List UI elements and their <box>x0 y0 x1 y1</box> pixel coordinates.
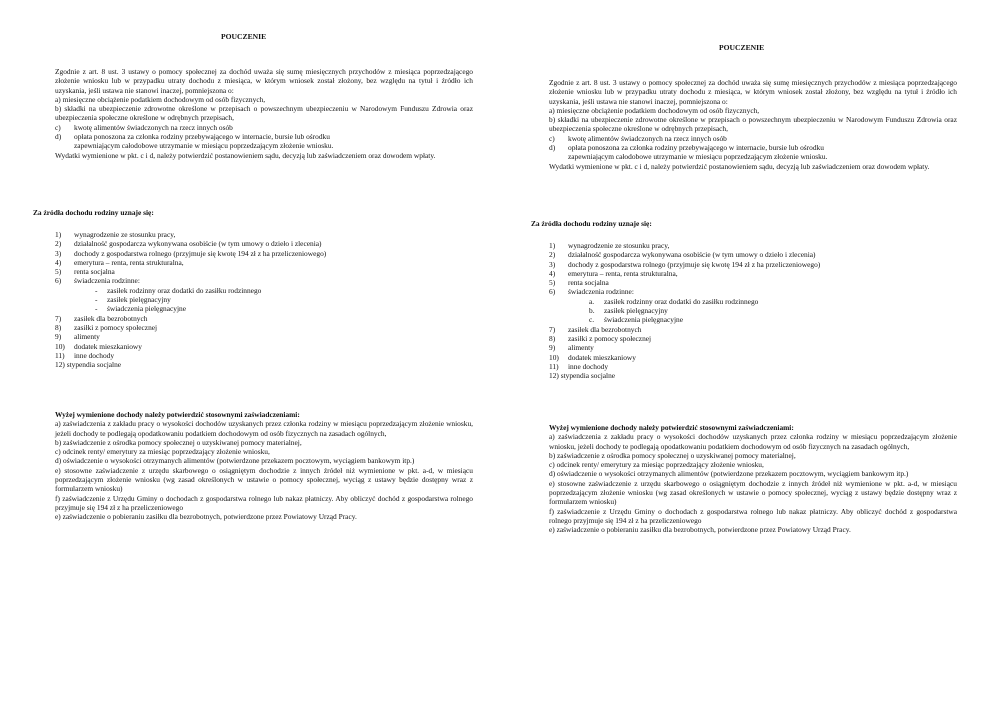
sub-list-item: c. świadczenia pielęgnacyjne <box>589 315 683 325</box>
intro-item-b: b) składki na ubezpieczenie zdrowotne określone w przepisach o powszechnym ubezpieczeniu w Narodowym Funduszu Zdrowia oraz ubezpieczenia społeczne określone w odrębnych przepisach, <box>55 104 473 123</box>
list-item: 2) działalność gospodarcza wykonywana osobiście (w tym umowy o dzieło i zlecenia) <box>55 239 322 249</box>
certificate-item-e: e) stosowne zaświadczenie z urzędu skarbowego o osiągniętym dochodzie z innych źródeł niż wymienione w pkt. a-d, w miesiącu poprzedzającym złożenie wniosku (wg zasad określonych w ustawie o pomocy społecznej, wyciąg z ustawy będzie dostępny wraz z formularzem wniosku) <box>549 478 957 507</box>
sources-list <box>55 230 473 369</box>
certificate-item-b: b) zaświadczenie z ośrodka pomocy społecznej o uzyskiwanej pomocy materialnej, <box>549 450 796 460</box>
list-item: 3) dochody z gospodarstwa rolnego (przyjmuje się kwotę 194 zł z ha przeliczeniowego) <box>55 248 327 258</box>
certificates-section <box>549 423 957 535</box>
certificate-item-e2: e) zaświadczenie o pobieraniu zasiłku dla bezrobotnych, potwierdzone przez Powiatowy Urząd Pracy. <box>549 525 851 535</box>
certificate-item-d: d) oświadczenie o wysokości otrzymanych alimentów (potwierdzone przekazem pocztowym, wyciągiem bankowym itp.) <box>549 469 909 479</box>
list-item: 8) zasiłki z pomocy społecznej <box>55 322 158 332</box>
intro-item-b: b) składki na ubezpieczenie zdrowotne określone w przepisach o powszechnym ubezpieczeniu w Narodowym Funduszu Zdrowia oraz ubezpieczenia społeczne określone w odrębnych przepisach, <box>549 115 957 134</box>
list-item: 3) dochody z gospodarstwa rolnego (przyjmuje się kwotę 194 zł z ha przeliczeniowego) <box>549 259 821 269</box>
list-item: 5) renta socjalna <box>549 278 609 288</box>
certificates-title: Wyżej wymienione dochody należy potwierdzić stosownymi zaświadczeniami: <box>549 423 794 432</box>
list-item: 1) wynagrodzenie ze stosunku pracy, <box>55 230 176 239</box>
sub-list-item: - zasiłek pielęgnacyjny <box>95 295 171 305</box>
intro-note: Wydatki wymienione w pkt. c i d, należy potwierdzić postanowieniem sądu, decyzją lub zaświadczeniem oraz dowodem wpłaty. <box>55 150 436 160</box>
intro-section <box>549 78 957 171</box>
list-item: 4) emerytura – renta, renta strukturalna, <box>55 257 184 267</box>
list-item: 9) alimenty <box>55 332 100 342</box>
list-item: 7) zasiłek dla bezrobotnych <box>55 313 148 323</box>
intro-text: Zgodnie z art. 8 ust. 3 ustawy o pomocy społecznej za dochód uważa się sumę miesięcznych przychodów z miesiąca poprzedzającego złożenie wniosku lub w przypadku utraty dochodu z miesiąca, w którym wniosek został złożony, bez względu na tytuł i źródło ich uzyskania, jeśli ustawa nie stanowi inaczej, pomniejszona o: <box>549 78 957 106</box>
certificate-item-b: b) zaświadczenie z ośrodka pomocy społecznej o uzyskiwanej pomocy materialnej, <box>55 437 302 447</box>
certificate-item-e: e) stosowne zaświadczenie z urzędu skarbowego o osiągniętym dochodzie z innych źródeł niż wymienione w pkt. a-d, w miesiącu poprzedzającym złożenie wniosku (wg zasad określonych w ustawie o pomocy społecznej, wyciąg z ustawy będzie dostępny wraz z formularzem wniosku) <box>55 465 473 494</box>
list-item: 4) emerytura – renta, renta strukturalna, <box>549 268 678 278</box>
intro-text: Zgodnie z art. 8 ust. 3 ustawy o pomocy społecznej za dochód uważa się sumę miesięcznych przychodów z miesiąca poprzedzającego złożenie wniosku lub w przypadku utraty dochodu z miesiąca, w którym wniosek został złożony, bez względu na tytuł i źródło ich uzyskania, jeśli ustawa nie stanowi inaczej, pomniejszona o: <box>55 67 473 95</box>
certificate-item-d: d) oświadczenie o wysokości otrzymanych alimentów (potwierdzone przekazem pocztowym, wyciągiem bankowym itp.) <box>55 456 415 466</box>
list-item: 2) działalność gospodarcza wykonywana osobiście (w tym umowy o dzieło i zlecenia) <box>549 250 816 260</box>
list-item: 9) alimenty <box>549 343 594 353</box>
list-item: 11) inne dochody <box>55 350 115 360</box>
intro-item-d: d) opłata ponoszona za członka rodziny przebywającego w internacie, bursie lub ośrodku <box>549 143 824 153</box>
list-item: 1) wynagrodzenie ze stosunku pracy, <box>549 241 670 250</box>
intro-item-a: a) miesięczne obciążenie podatkiem dochodowym od osób fizycznych, <box>549 105 760 115</box>
intro-section <box>55 67 473 160</box>
sub-list-item: a. zasiłek rodzinny oraz dodatki do zasiłku rodzinnego <box>589 296 759 306</box>
page-title: POUCZENIE <box>221 32 267 41</box>
list-item: 11) inne dochody <box>549 361 609 371</box>
certificates-section <box>55 410 473 522</box>
certificate-item-f: f) zaświadczenie z Urzędu Gminy o dochodach z gospodarstwa rolnego lub nakaz płatniczy. Aby obliczyć dochód z gospodarstwa rolnego przyjmuje się 194 zł z ha przeliczeniowego <box>549 506 957 525</box>
list-item: 12) stypendia socjalne <box>549 371 616 381</box>
list-item: 7) zasiłek dla bezrobotnych <box>549 324 642 334</box>
certificate-item-e2: e) zaświadczenie o pobieraniu zasiłku dla bezrobotnych, potwierdzone przez Powiatowy Urząd Pracy. <box>55 512 357 522</box>
intro-item-c: c) kwotę alimentów świadczonych na rzecz innych osób <box>55 122 233 132</box>
intro-item-d-cont: zapewniającym całodobowe utrzymanie w miesiącu poprzedzającym złożenie wniosku. <box>74 141 334 151</box>
certificate-item-c: c) odcinek renty/ emerytury za miesiąc poprzedzający złożenie wniosku, <box>55 447 270 457</box>
sub-list-item: b. zasiłek pielęgnacyjny <box>589 306 668 316</box>
certificate-item-a: a) zaświadczenia z zakładu pracy o wysokości dochodów uzyskanych przez członka rodziny w miesiącu poprzedzającym złożenie wniosku, jeżeli dochody te podlegają opodatkowaniu podatkiem dochodowym od osób fizycznych na zasadach ogólnych, <box>55 419 473 438</box>
sub-list-item: - zasiłek rodzinny oraz dodatki do zasiłku rodzinnego <box>95 285 262 295</box>
list-item: 6) świadczenia rodzinne: <box>549 287 634 297</box>
certificates-title: Wyżej wymienione dochody należy potwierdzić stosownymi zaświadczeniami: <box>55 410 300 419</box>
intro-item-d: d) opłata ponoszona za członka rodziny przebywającego w internacie, bursie lub ośrodku <box>55 132 330 142</box>
list-item: 6) świadczenia rodzinne: <box>55 276 140 286</box>
list-item: 12) stypendia socjalne <box>55 360 122 370</box>
intro-item-c: c) kwotę alimentów świadczonych na rzecz innych osób <box>549 133 727 143</box>
certificate-item-a: a) zaświadczenia z zakładu pracy o wysokości dochodów uzyskanych przez członka rodziny w miesiącu poprzedzającym złożenie wniosku, jeżeli dochody te podlegają opodatkowaniu podatkiem dochodowym od osób fizycznych na zasadach ogólnych, <box>549 432 957 451</box>
page-title: POUCZENIE <box>719 43 765 52</box>
certificate-item-f: f) zaświadczenie z Urzędu Gminy o dochodach z gospodarstwa rolnego lub nakaz płatniczy. Aby obliczyć dochód z gospodarstwa rolnego przyjmuje się 194 zł z ha przeliczeniowego <box>55 493 473 512</box>
sources-title: Za źródła dochodu rodziny uznaje się: <box>33 208 154 217</box>
sources-list <box>549 241 957 380</box>
list-item: 10) dodatek mieszkaniowy <box>55 341 142 351</box>
list-item: 8) zasiłki z pomocy społecznej <box>549 333 652 343</box>
list-item: 10) dodatek mieszkaniowy <box>549 352 636 362</box>
intro-item-d-cont: zapewniającym całodobowe utrzymanie w miesiącu poprzedzającym złożenie wniosku. <box>568 152 828 162</box>
list-item: 5) renta socjalna <box>55 267 115 277</box>
certificate-item-c: c) odcinek renty/ emerytury za miesiąc poprzedzający złożenie wniosku, <box>549 460 764 470</box>
intro-item-a: a) miesięczne obciążenie podatkiem dochodowym od osób fizycznych, <box>55 94 266 104</box>
intro-note: Wydatki wymienione w pkt. c i d, należy potwierdzić postanowieniem sądu, decyzją lub zaświadczeniem oraz dowodem wpłaty. <box>549 161 930 171</box>
sub-list-item: - świadczenia pielęgnacyjne <box>95 304 186 314</box>
sources-title: Za źródła dochodu rodziny uznaje się: <box>531 219 652 228</box>
